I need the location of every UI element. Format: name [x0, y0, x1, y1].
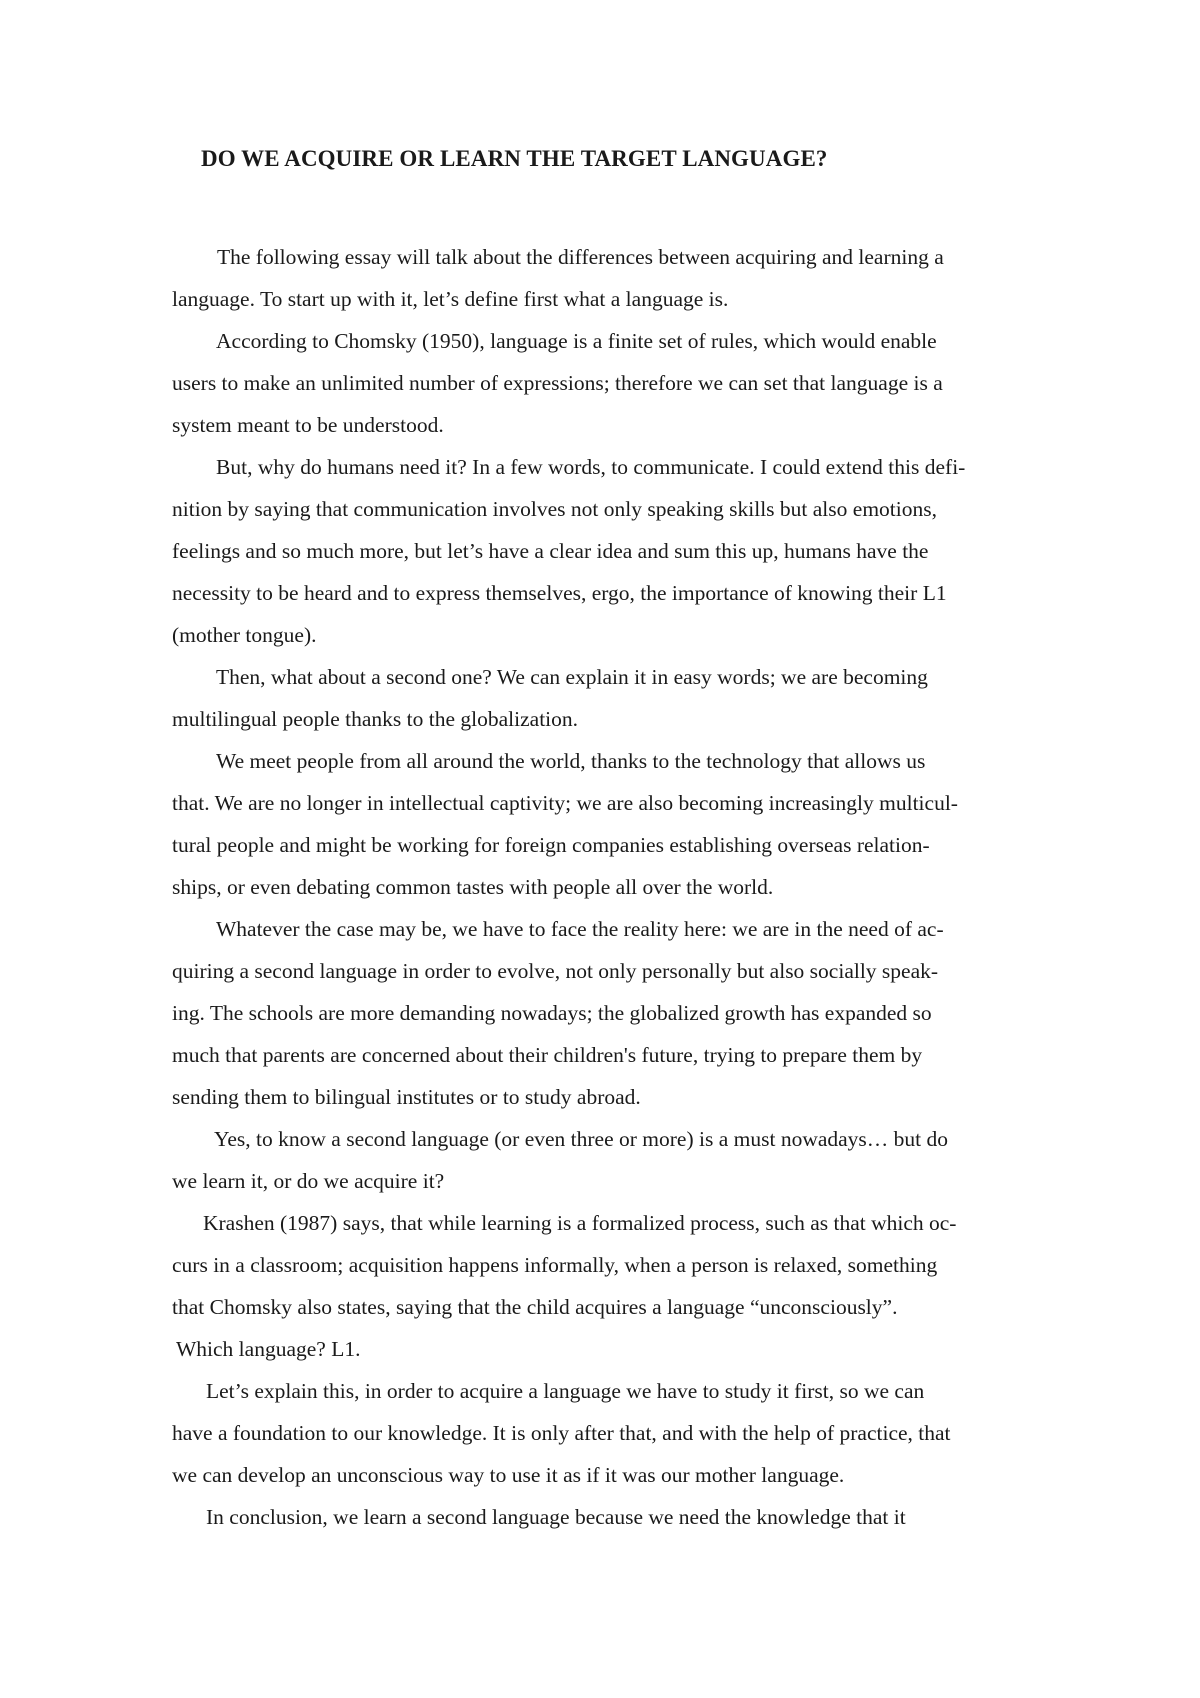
text-line: According to Chomsky (1950), language is a finite set of rules, which would enable	[216, 329, 937, 353]
text-line: The following essay will talk about the differences between acquiring and learning a	[217, 245, 944, 269]
text-line: Let’s explain this, in order to acquire a language we have to study it first, so we can	[206, 1379, 925, 1403]
text-line: we learn it, or do we acquire it?	[172, 1169, 445, 1193]
text-line: system meant to be understood.	[172, 413, 444, 437]
text-line: Then, what about a second one? We can explain it in easy words; we are becoming	[216, 665, 928, 689]
text-line: language. To start up with it, let’s define first what a language is.	[172, 287, 729, 311]
text-line: multilingual people thanks to the globalization.	[172, 707, 579, 731]
text-line: sending them to bilingual institutes or to study abroad.	[172, 1085, 641, 1109]
text-line: feelings and so much more, but let’s have a clear idea and sum this up, humans have the	[172, 539, 929, 563]
text-line: Krashen (1987) says, that while learning is a formalized process, such as that which oc-	[203, 1211, 957, 1235]
text-line: But, why do humans need it? In a few words, to communicate. I could extend this defi-	[216, 455, 966, 479]
text-line: ing. The schools are more demanding nowadays; the globalized growth has expanded so	[172, 1001, 932, 1025]
text-line: that. We are no longer in intellectual captivity; we are also becoming increasingly multicul-	[172, 791, 958, 815]
text-line: curs in a classroom; acquisition happens informally, when a person is relaxed, something	[172, 1253, 938, 1277]
text-line: Yes, to know a second language (or even three or more) is a must nowadays… but do	[214, 1127, 949, 1151]
text-line: much that parents are concerned about their children's future, trying to prepare them by	[172, 1043, 923, 1067]
text-line: ships, or even debating common tastes with people all over the world.	[172, 875, 774, 899]
text-line: We meet people from all around the world, thanks to the technology that allows us	[216, 749, 926, 773]
text-line: In conclusion, we learn a second language because we need the knowledge that it	[206, 1505, 906, 1529]
text-line: users to make an unlimited number of expressions; therefore we can set that language is a	[172, 371, 943, 395]
document-title: DO WE ACQUIRE OR LEARN THE TARGET LANGUAGE?	[201, 146, 828, 171]
text-line: we can develop an unconscious way to use it as if it was our mother language.	[172, 1463, 845, 1487]
text-line: tural people and might be working for foreign companies establishing overseas relation-	[172, 833, 930, 857]
text-line: nition by saying that communication involves not only speaking skills but also emotions,	[172, 497, 937, 521]
text-line: necessity to be heard and to express themselves, ergo, the importance of knowing their L1	[172, 581, 947, 605]
text-line: that Chomsky also states, saying that the child acquires a language “unconsciously”.	[172, 1295, 898, 1319]
text-line: have a foundation to our knowledge. It is only after that, and with the help of practice, that	[172, 1421, 951, 1445]
text-line: quiring a second language in order to evolve, not only personally but also socially speak-	[172, 959, 939, 983]
text-line: Which language? L1.	[176, 1337, 361, 1361]
text-line: Whatever the case may be, we have to face the reality here: we are in the need of ac-	[216, 917, 944, 941]
text-line: (mother tongue).	[172, 623, 317, 647]
